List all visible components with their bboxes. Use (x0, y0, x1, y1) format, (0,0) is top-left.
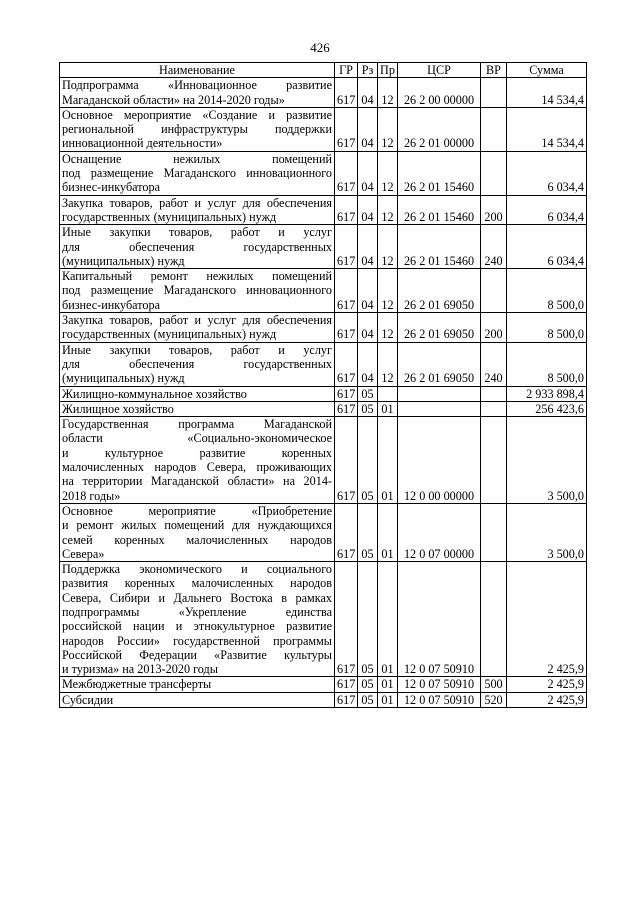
row-name-line: для обеспечения государственных (62, 239, 332, 254)
row-name-line: области «Социально-экономическое (62, 431, 332, 446)
row-pr-cell: 01 (378, 677, 398, 692)
row-name-line: государственных (муниципальных) нужд (62, 209, 277, 224)
row-vr-cell (481, 151, 507, 195)
row-name-line: Магаданской области» на 2014-2020 годы» (62, 92, 285, 107)
row-csr-cell (398, 386, 481, 401)
row-vr-cell (481, 562, 507, 677)
row-name-line: Основное мероприятие «Создание и развитие (62, 107, 332, 122)
row-rz-cell: 04 (358, 78, 378, 108)
header-csr: ЦСР (398, 63, 481, 78)
row-pr-cell: 01 (378, 401, 398, 416)
row-name-line: Севера» (62, 546, 105, 561)
row-pr-cell: 12 (378, 269, 398, 313)
row-rz-cell: 04 (358, 225, 378, 269)
table-row (60, 78, 587, 108)
row-gr-cell: 617 (335, 269, 358, 313)
row-vr-cell: 240 (481, 342, 507, 386)
row-name-line: под размещение Магаданского инновационного (62, 166, 332, 181)
row-name-line: и культурное развитие коренных (62, 445, 332, 460)
row-name-cell (60, 503, 335, 561)
row-rz-cell: 05 (358, 401, 378, 416)
row-name-line: Закупка товаров, работ и услуг для обеспечения (62, 313, 332, 328)
row-pr-cell: 12 (378, 151, 398, 195)
row-name-line: Иные закупки товаров, работ и услуг (62, 342, 332, 357)
row-name-line: (муниципальных) нужд (62, 371, 185, 386)
row-csr-cell: 26 2 00 00000 (398, 78, 481, 108)
row-csr-cell: 12 0 07 00000 (398, 503, 481, 561)
row-name-cell (60, 342, 335, 386)
row-name-cell (60, 692, 335, 707)
row-sum-cell: 6 034,4 (507, 151, 587, 195)
row-csr-cell: 26 2 01 15460 (398, 151, 481, 195)
row-name-line: российской нации и этнокультурное развитие (62, 619, 332, 634)
row-csr-cell: 26 2 01 69050 (398, 269, 481, 313)
row-name-line: подпрограммы «Укрепление единства (62, 604, 332, 619)
row-pr-cell: 12 (378, 342, 398, 386)
row-gr-cell: 617 (335, 562, 358, 677)
table-row (60, 151, 587, 195)
row-sum-cell: 256 423,6 (507, 401, 587, 416)
row-name-cell (60, 386, 335, 401)
row-sum-cell: 6 034,4 (507, 225, 587, 269)
row-name-cell (60, 195, 335, 225)
table-row (60, 342, 587, 386)
row-name-line: государственных (муниципальных) нужд (62, 327, 277, 342)
header-name: Наименование (60, 63, 335, 78)
row-vr-cell: 240 (481, 225, 507, 269)
row-pr-cell: 12 (378, 225, 398, 269)
row-rz-cell: 05 (358, 562, 378, 677)
row-gr-cell: 617 (335, 401, 358, 416)
row-pr-cell: 01 (378, 692, 398, 707)
row-name-line: инновационной деятельности» (62, 136, 223, 151)
row-sum-cell: 3 500,0 (507, 417, 587, 504)
row-vr-cell (481, 107, 507, 151)
row-rz-cell: 05 (358, 677, 378, 692)
row-csr-cell: 26 2 01 69050 (398, 342, 481, 386)
row-name-line: Жилищное хозяйство (62, 401, 174, 416)
row-gr-cell: 617 (335, 78, 358, 108)
row-pr-cell: 12 (378, 195, 398, 225)
row-vr-cell (481, 417, 507, 504)
row-pr-cell: 01 (378, 562, 398, 677)
row-name-cell (60, 107, 335, 151)
table-row (60, 692, 587, 707)
row-sum-cell: 2 933 898,4 (507, 386, 587, 401)
row-csr-cell: 12 0 07 50910 (398, 677, 481, 692)
table-row (60, 107, 587, 151)
row-vr-cell: 500 (481, 677, 507, 692)
row-rz-cell: 04 (358, 313, 378, 343)
row-name-line: Межбюджетные трансферты (62, 677, 212, 692)
table-row (60, 417, 587, 504)
row-rz-cell: 05 (358, 386, 378, 401)
row-rz-cell: 05 (358, 417, 378, 504)
row-name-line: Иные закупки товаров, работ и услуг (62, 225, 332, 240)
row-name-line: Российской Федерации «Развитие культуры (62, 647, 332, 662)
row-csr-cell: 26 2 01 69050 (398, 313, 481, 343)
header-vr: ВР (481, 63, 507, 78)
row-gr-cell: 617 (335, 503, 358, 561)
row-name-cell (60, 269, 335, 313)
row-csr-cell: 26 2 01 15460 (398, 225, 481, 269)
row-vr-cell (481, 503, 507, 561)
row-sum-cell: 2 425,9 (507, 692, 587, 707)
row-rz-cell: 05 (358, 692, 378, 707)
row-name-cell (60, 401, 335, 416)
row-name-line: на территории Магаданской области» на 2014- (62, 474, 332, 489)
row-gr-cell: 617 (335, 195, 358, 225)
table-header-row (60, 63, 587, 78)
row-vr-cell (481, 386, 507, 401)
row-sum-cell: 8 500,0 (507, 269, 587, 313)
row-name-cell (60, 225, 335, 269)
table-body (60, 78, 587, 708)
row-csr-cell: 12 0 00 00000 (398, 417, 481, 504)
row-gr-cell: 617 (335, 342, 358, 386)
table-row (60, 225, 587, 269)
row-vr-cell: 520 (481, 692, 507, 707)
row-vr-cell (481, 78, 507, 108)
row-gr-cell: 617 (335, 692, 358, 707)
row-sum-cell: 8 500,0 (507, 313, 587, 343)
row-name-line: развития коренных малочисленных народов (62, 576, 332, 591)
row-gr-cell: 617 (335, 107, 358, 151)
row-vr-cell: 200 (481, 195, 507, 225)
row-sum-cell: 2 425,9 (507, 562, 587, 677)
row-name-line: Капитальный ремонт нежилых помещений (62, 269, 332, 284)
row-rz-cell: 04 (358, 107, 378, 151)
header-sum: Сумма (507, 63, 587, 78)
row-name-line: бизнес-инкубатора (62, 297, 161, 312)
row-gr-cell: 617 (335, 151, 358, 195)
table-row (60, 503, 587, 561)
row-name-line: бизнес-инкубатора (62, 180, 161, 195)
row-csr-cell: 26 2 01 15460 (398, 195, 481, 225)
row-name-line: Оснащение нежилых помещений (62, 151, 332, 166)
row-vr-cell (481, 401, 507, 416)
row-sum-cell: 6 034,4 (507, 195, 587, 225)
row-csr-cell: 12 0 07 50910 (398, 562, 481, 677)
row-name-line: семей коренных малочисленных народов (62, 532, 332, 547)
table-row (60, 562, 587, 677)
row-name-line: (муниципальных) нужд (62, 253, 185, 268)
row-rz-cell: 04 (358, 342, 378, 386)
table-row (60, 195, 587, 225)
row-sum-cell: 2 425,9 (507, 677, 587, 692)
row-vr-cell: 200 (481, 313, 507, 343)
row-name-cell (60, 562, 335, 677)
table-row (60, 677, 587, 692)
row-name-cell (60, 78, 335, 108)
row-name-line: Жилищно-коммунальное хозяйство (62, 386, 247, 401)
row-name-line: и ремонт жилых помещений для нуждающихся (62, 518, 332, 533)
header-pr: Пр (378, 63, 398, 78)
row-name-cell (60, 417, 335, 504)
row-rz-cell: 04 (358, 269, 378, 313)
table-row (60, 401, 587, 416)
row-pr-cell: 12 (378, 313, 398, 343)
row-sum-cell: 8 500,0 (507, 342, 587, 386)
row-name-cell (60, 313, 335, 343)
row-name-line: Государственная программа Магаданской (62, 417, 332, 432)
row-csr-cell: 26 2 01 00000 (398, 107, 481, 151)
row-name-cell (60, 151, 335, 195)
row-gr-cell: 617 (335, 225, 358, 269)
row-csr-cell (398, 401, 481, 416)
row-sum-cell: 14 534,4 (507, 107, 587, 151)
row-name-line: под размещение Магаданского инновационного (62, 283, 332, 298)
row-rz-cell: 05 (358, 503, 378, 561)
row-pr-cell (378, 386, 398, 401)
row-pr-cell: 01 (378, 417, 398, 504)
row-name-line: Закупка товаров, работ и услуг для обеспечения (62, 195, 332, 210)
table-row (60, 386, 587, 401)
row-name-line: Подпрограмма «Инновационное развитие (62, 78, 332, 93)
row-name-line: и туризма» на 2013-2020 годы (62, 662, 218, 677)
header-gr: ГР (335, 63, 358, 78)
row-gr-cell: 617 (335, 313, 358, 343)
row-pr-cell: 01 (378, 503, 398, 561)
row-name-line: 2018 годы» (62, 488, 121, 503)
table-row (60, 269, 587, 313)
row-gr-cell: 617 (335, 386, 358, 401)
header-rz: Рз (358, 63, 378, 78)
row-name-line: Севера, Сибири и Дальнего Востока в рамках (62, 590, 332, 605)
row-csr-cell: 12 0 07 50910 (398, 692, 481, 707)
row-sum-cell: 3 500,0 (507, 503, 587, 561)
row-name-line: для обеспечения государственных (62, 356, 332, 371)
row-name-line: региональной инфраструктуры поддержки (62, 122, 332, 137)
row-gr-cell: 617 (335, 677, 358, 692)
row-sum-cell: 14 534,4 (507, 78, 587, 108)
table-row (60, 313, 587, 343)
row-gr-cell: 617 (335, 417, 358, 504)
row-name-line: Поддержка экономического и социального (62, 562, 332, 577)
row-pr-cell: 12 (378, 107, 398, 151)
row-name-cell (60, 677, 335, 692)
row-name-line: народов России» государственной программы (62, 633, 332, 648)
row-pr-cell: 12 (378, 78, 398, 108)
row-rz-cell: 04 (358, 151, 378, 195)
page-number: 426 (310, 40, 330, 55)
row-name-line: малочисленных народов Севера, проживающих (62, 460, 332, 475)
budget-table (59, 62, 587, 708)
row-name-line: Основное мероприятие «Приобретение (62, 503, 332, 518)
row-name-line: Субсидии (62, 692, 114, 707)
row-vr-cell (481, 269, 507, 313)
row-rz-cell: 04 (358, 195, 378, 225)
